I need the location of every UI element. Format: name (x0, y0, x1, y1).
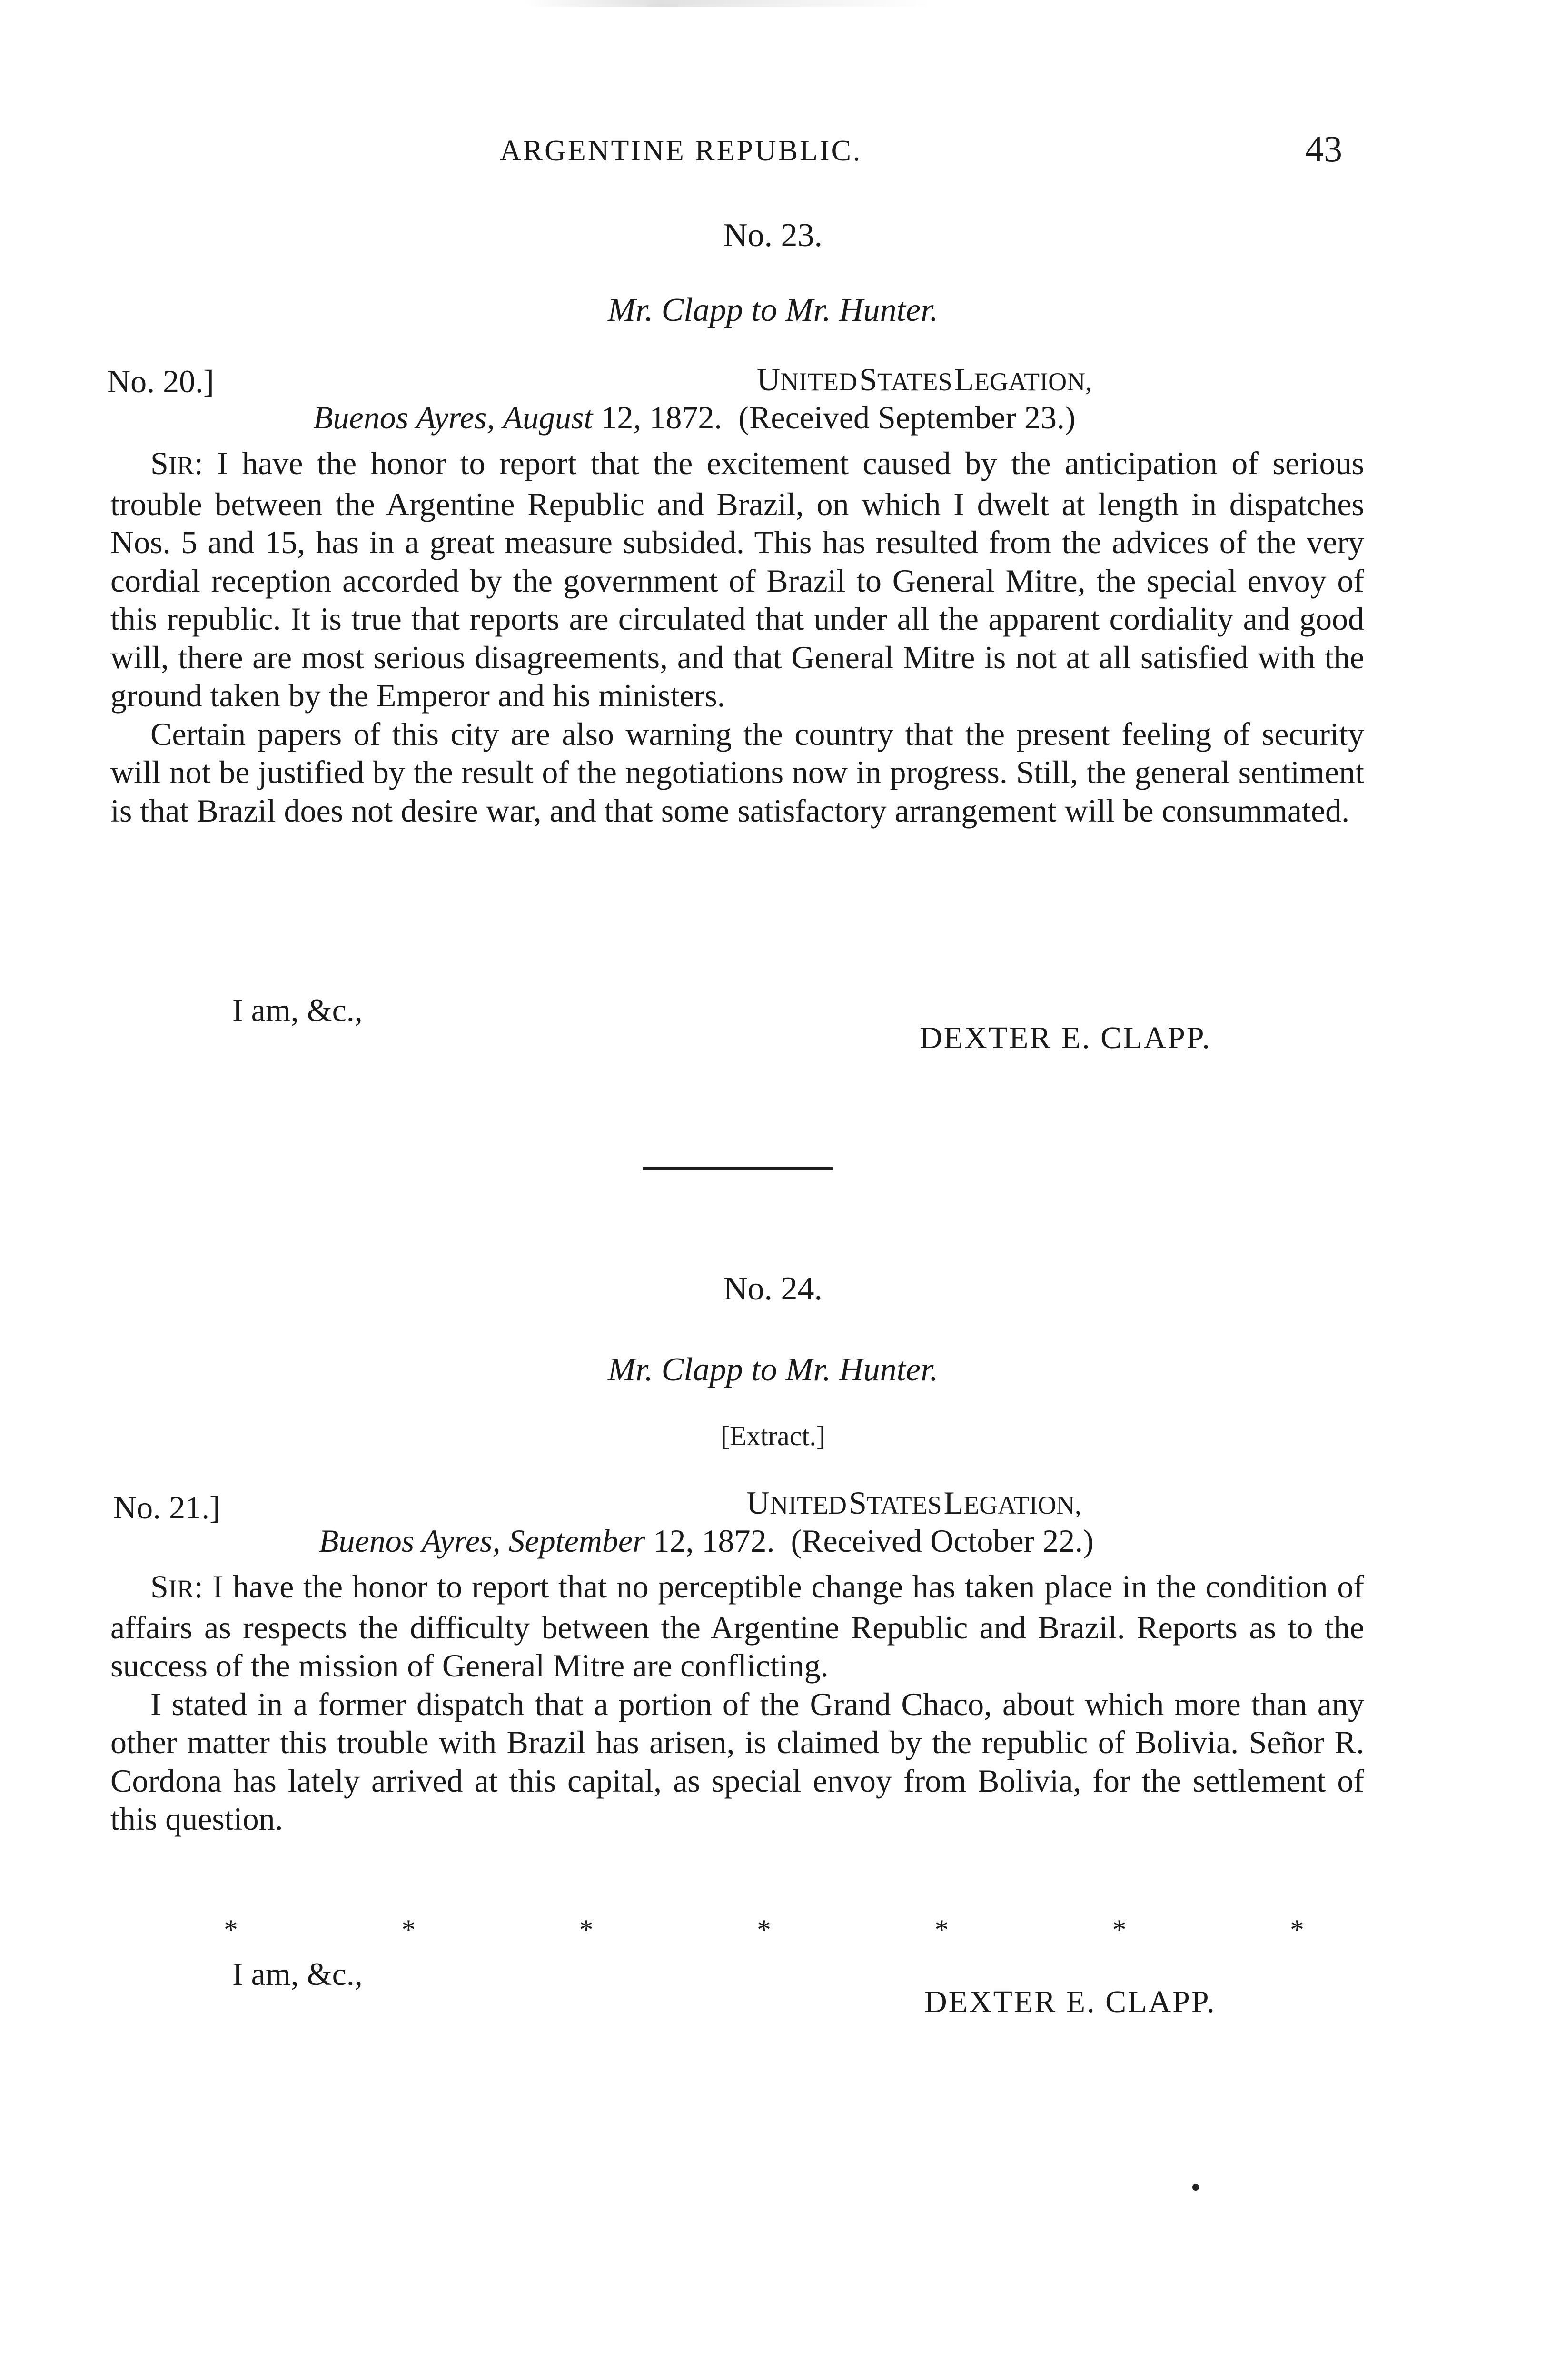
letter-body-2 (110, 1567, 1364, 1838)
page-number: 43 (1305, 128, 1342, 169)
dispatch-reference-1: No. 20.] (107, 363, 214, 399)
star: * (1289, 1914, 1304, 1945)
star: * (1112, 1914, 1127, 1945)
dateline-1: Buenos Ayres, August 12, 1872. (Received September 23.) (313, 399, 1076, 436)
signature-1: DEXTER E. CLAPP. (920, 1021, 1211, 1055)
letter-heading-1: Mr. Clapp to Mr. Hunter. (607, 292, 939, 328)
paragraph: SIR: I have the honor to report that the excitement caused by the anticipation of serious trouble between the Argentine Republic and Brazil, on which I dwelt at length in dispatches Nos. 5 and 15, has in a great measure subsided. This has resulted from the advices of the very cordial reception accorded by the government of Brazil to General Mitre, the special envoy of this republic. It is true that reports are circulated that under all the apparent cordiality and good will, there are most serious disagreements, and that General Mitre is not at all satisfied with the ground taken by the Emperor and his ministers. (110, 445, 1364, 714)
paragraph: SIR: I have the honor to report that no perceptible change has taken place in the condition of affairs as respects the difficulty between the Argentine Republic and Brazil. Reports as to the success of the mission of General Mitre are conflicting. (110, 1568, 1364, 1684)
running-head: ARGENTINE REPUBLIC. (500, 135, 862, 167)
star: * (756, 1914, 771, 1945)
legation-line-2: UNITED STATES LEGATION, (746, 1485, 1081, 1521)
scan-artifact (524, 0, 933, 7)
legation-line-1: UNITED STATES LEGATION, (757, 361, 1092, 397)
paragraph: Certain papers of this city are also warning the country that the present feeling of security will not be justified by the result of the negotiations now in progress. Still, the general sentiment is that Brazil does not desire war, and that some satisfactory arrangement will be consummated. (110, 715, 1364, 829)
star: * (401, 1914, 416, 1945)
dateline-2: Buenos Ayres, September 12, 1872. (Received October 22.) (319, 1523, 1094, 1559)
document-number-23: No. 23. (723, 217, 823, 254)
extract-label: [Extract.] (720, 1420, 826, 1451)
star: * (579, 1914, 594, 1945)
letter-heading-2: Mr. Clapp to Mr. Hunter. (607, 1351, 939, 1388)
star: * (934, 1914, 949, 1945)
signature-2: DEXTER E. CLAPP. (924, 1984, 1216, 2019)
star: * (224, 1914, 238, 1945)
section-divider (643, 1167, 833, 1170)
ink-speck (1192, 2184, 1199, 2191)
letter-body-1 (110, 444, 1364, 830)
ellipsis-stars (224, 1914, 1304, 1946)
closing-2: I am, &c., (232, 1956, 363, 1992)
dispatch-reference-2: No. 21.] (113, 1489, 220, 1526)
document-number-24: No. 24. (723, 1270, 823, 1307)
closing-1: I am, &c., (232, 992, 363, 1028)
paragraph: I stated in a former dispatch that a portion of the Grand Chaco, about which more than any other matter this trouble with Brazil has arisen, is claimed by the republic of Bolivia. Señor R. Cordona has lately arrived at this capital, as special envoy from Bolivia, for the settlement of this question. (110, 1686, 1364, 1837)
